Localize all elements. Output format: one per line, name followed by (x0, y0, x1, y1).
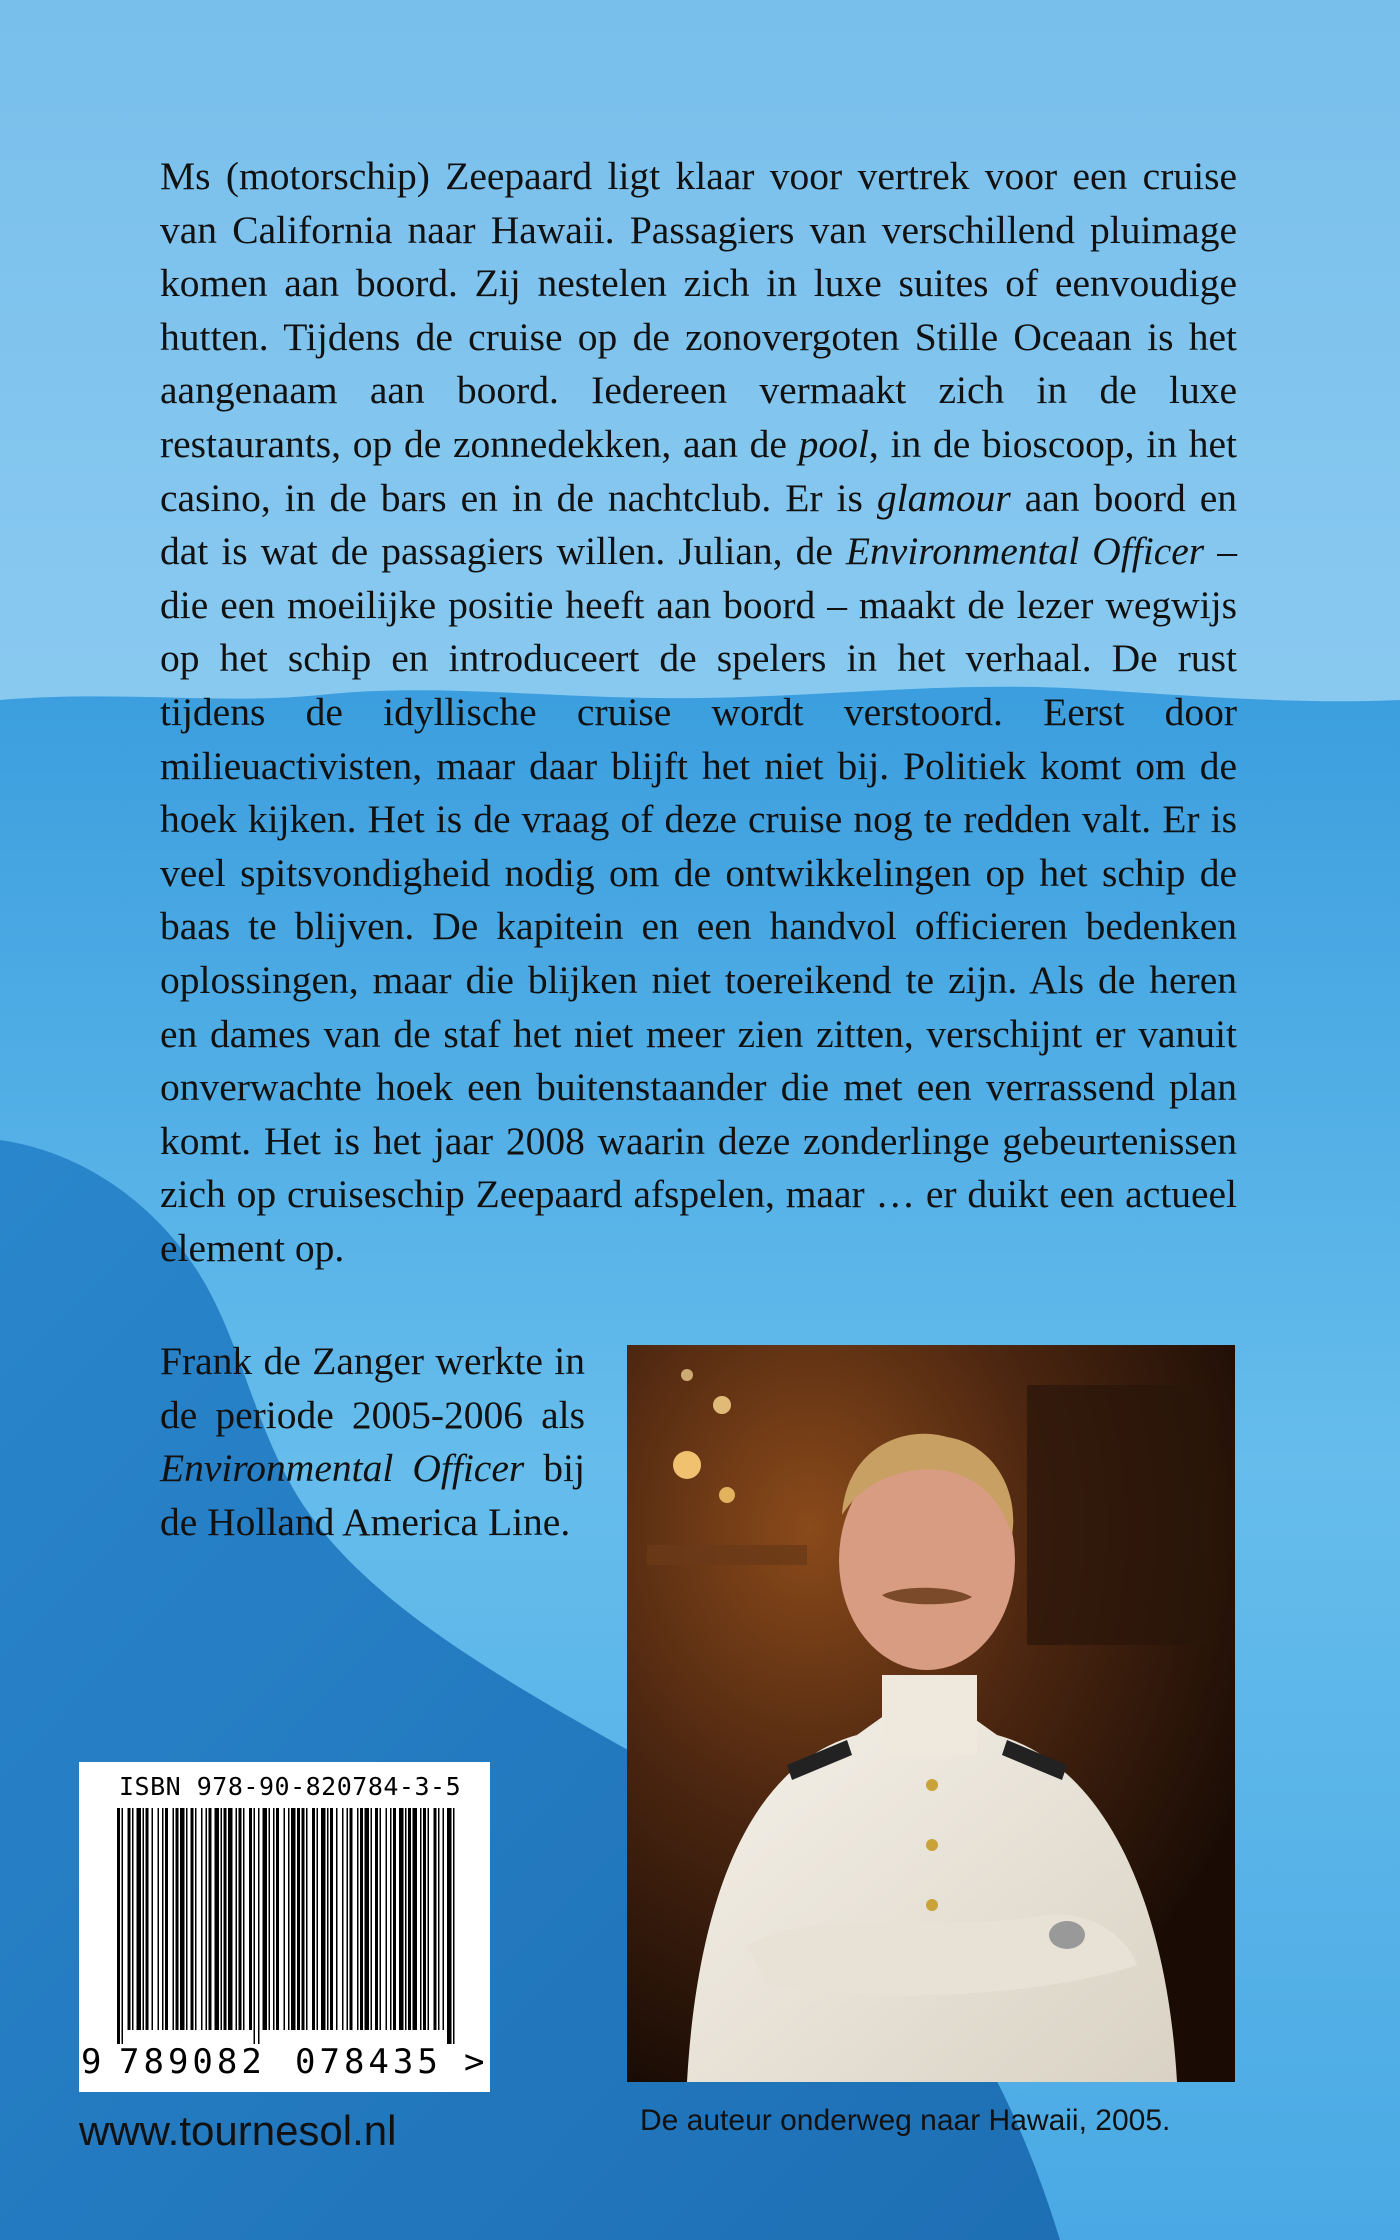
barcode-bar (317, 1808, 319, 2030)
barcode-bar (360, 1808, 363, 2030)
barcode-bar (143, 1808, 145, 2030)
barcode-bar (347, 1808, 349, 2030)
barcode-bar (122, 1808, 124, 2044)
barcode-bar (117, 1808, 120, 2044)
barcode-bar (434, 1808, 437, 2030)
barcode-bar (152, 1808, 154, 2030)
barcode-bar (291, 1808, 296, 2030)
barcode-bar (375, 1808, 378, 2030)
isbn-barcode (79, 1762, 490, 2092)
barcode-bar (239, 1808, 242, 2030)
barcode-digits-right: 078435 (295, 2042, 442, 2082)
barcode-bar (423, 1808, 426, 2030)
barcode-bar (428, 1808, 430, 2030)
barcode-bar (443, 1808, 445, 2030)
barcode-bar (276, 1808, 279, 2030)
barcode-bars (99, 1808, 469, 2044)
barcode-bar (195, 1808, 197, 2030)
barcode-bar (263, 1808, 268, 2030)
barcode-bar (393, 1808, 396, 2030)
barcode-bar (180, 1808, 185, 2030)
barcode-bar (228, 1808, 233, 2030)
barcode-bar (330, 1808, 333, 2030)
barcode-bar (306, 1808, 308, 2030)
publisher-website: www.tournesol.nl (79, 2107, 397, 2154)
barcode-quiet-mark: > (464, 2042, 485, 2082)
author-photo (627, 1345, 1235, 2082)
barcode-bar (209, 1808, 212, 2030)
barcode-bar (128, 1808, 131, 2030)
barcode-bar (158, 1808, 160, 2030)
barcode-bar (405, 1808, 407, 2030)
barcode-bar (413, 1808, 418, 2030)
barcode-bar (365, 1808, 370, 2030)
barcode-bar (206, 1808, 208, 2030)
barcode-bar (327, 1808, 329, 2030)
barcode-bar (321, 1808, 326, 2030)
barcode-bar (371, 1808, 373, 2030)
barcode-bar (137, 1808, 142, 2030)
barcode-bar (132, 1808, 134, 2030)
barcode-bar (350, 1808, 353, 2030)
isbn-number: ISBN 978-90-820784-3-5 (119, 1772, 462, 1801)
barcode-bar (249, 1808, 252, 2030)
barcode-bar (438, 1808, 440, 2030)
barcode-bar (186, 1808, 188, 2030)
barcode-bar (191, 1808, 194, 2030)
barcode-bar (408, 1808, 411, 2030)
barcode-bar (176, 1808, 179, 2030)
barcode-bar (380, 1808, 382, 2030)
barcode-bar (302, 1808, 305, 2030)
barcode-bar (258, 1808, 260, 2044)
barcode-bar (357, 1808, 359, 2030)
barcode-bar (224, 1808, 227, 2030)
barcode-bar (453, 1808, 455, 2044)
barcode-bar (288, 1808, 290, 2030)
barcode-bar (236, 1808, 238, 2030)
barcode-bar (342, 1808, 344, 2030)
photo-caption: De auteur onderweg naar Hawaii, 2005. (640, 2104, 1171, 2137)
author-bio: Frank de Zanger werkte in de periode 2005-2006 als Environmental Officer bij de Holland America Line. (160, 1339, 586, 1544)
barcode-bar (297, 1808, 300, 2030)
barcode-bar (312, 1808, 315, 2030)
barcode-digits-left: 789082 (119, 2042, 266, 2082)
barcode-bar (201, 1808, 203, 2030)
barcode-bar (254, 1808, 256, 2044)
barcode-bar (221, 1808, 223, 2030)
barcode-bar (273, 1808, 275, 2030)
barcode-bar (390, 1808, 392, 2030)
barcode-bar (165, 1808, 168, 2030)
barcode-bar (336, 1808, 338, 2030)
barcode-bar (269, 1808, 271, 2030)
barcode-bar (386, 1808, 388, 2030)
barcode-bar (284, 1808, 286, 2030)
barcode-bar (146, 1808, 149, 2030)
barcode-bar (399, 1808, 404, 2030)
barcode-bar (215, 1808, 220, 2030)
barcode-bar (162, 1808, 164, 2030)
barcode-bar (420, 1808, 422, 2030)
blurb-text: Ms (motorschip) Zeepaard ligt klaar voor vertrek voor een cruise van California naar Hawaii. Passagiers van verschillend pluimage komen aan boord. Zij nestelen zich in luxe suites of eenvoudige hutten. Tijdens de cruise op de zonovergoten Stille Oceaan is het aangenaam aan boord. Iedereen vermaakt zich in de luxe restaurants, op de zonnedekken, aan de pool, in de bioscoop, in het casino, in de bars en in de nachtclub. Er is glamour aan boord en dat is wat de passagiers willen. Julian, de Environmental Officer – die een moeilijke positie heeft aan boord – maakt de lezer wegwijs op het schip en introduceert de spelers in het verhaal. De rust tijdens de idyllische cruise wordt verstoord. Eerst door milieuactivisten, maar daar blijft het niet bij. Politiek komt om de hoek kijken. Het is de vraag of deze cruise nog te redden valt. Er is veel spitsvondigheid nodig om de ontwikkelingen op het schip de baas te blijven. De kapitein en een handvol officieren bedenken oplossingen, maar die blijken niet toereikend te zijn. Als de heren en dames van de staf het niet meer zien zitten, verschijnt er vanuit onverwachte hoek een buitenstaander die met een verrassend plan komt. Het is het jaar 2008 waarin deze zonderlinge gebeurtenissen zich op cruiseschip Zeepaard afspelen, maar … er duikt een actueel element op. (160, 154, 1238, 1270)
barcode-bar (447, 1808, 452, 2044)
barcode-bar (173, 1808, 175, 2030)
barcode-digit-first: 9 (81, 2042, 102, 2082)
barcode-bar (243, 1808, 245, 2030)
